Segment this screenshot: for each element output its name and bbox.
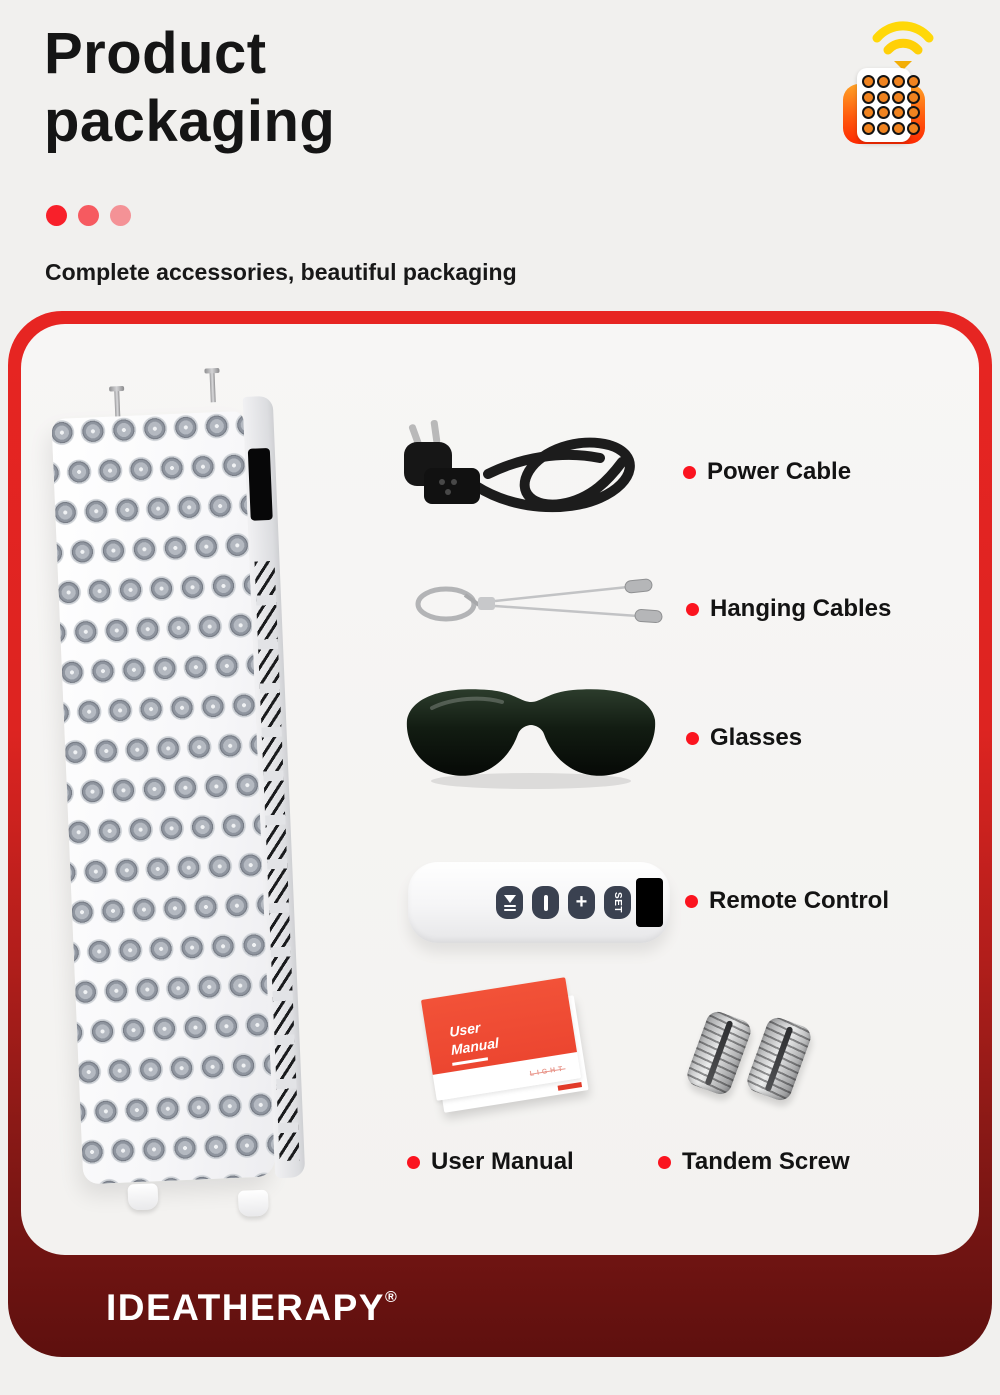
bar-icon (504, 905, 516, 907)
bullet-icon (407, 1156, 420, 1169)
bullet-icon (658, 1156, 671, 1169)
remote-buttons (496, 886, 631, 919)
label-hanging-cables (686, 595, 891, 623)
icon-dot (907, 91, 920, 104)
panel-led-face (51, 411, 275, 1184)
label-text: User Manual (431, 1148, 574, 1175)
page-title (44, 20, 335, 156)
icon-dot (877, 122, 890, 135)
page-title-line1: Product (44, 21, 267, 86)
icon-dot (877, 106, 890, 119)
wifi-signal-icon (870, 16, 936, 70)
icon-dot (862, 106, 875, 119)
panel-foot (238, 1190, 269, 1217)
hanging-cables-image (410, 576, 668, 632)
registered-mark: ® (384, 1289, 397, 1306)
red-dot (78, 205, 99, 226)
led-panel-device (44, 385, 315, 1242)
manual-title-line1: User (448, 1019, 481, 1040)
glasses-image (400, 678, 662, 792)
manual-subtitle-line (453, 1063, 516, 1075)
power-bar-icon (544, 895, 548, 911)
brand-logo (106, 1287, 397, 1329)
remote-wifi-icon (843, 16, 939, 150)
manual-brand-mark: LIGHT (529, 1065, 567, 1078)
label-text: Hanging Cables (710, 595, 892, 622)
label-power-cable (683, 458, 851, 486)
icon-dot (862, 91, 875, 104)
panel-display (248, 448, 273, 521)
led-grid-icon (857, 68, 911, 142)
icon-dot (892, 122, 905, 135)
plus-label: + (575, 891, 588, 913)
label-text: Remote Control (709, 887, 889, 914)
manual-red-tab (558, 1082, 582, 1091)
red-dot (46, 205, 67, 226)
dim-down-button (496, 886, 523, 919)
label-user-manual (407, 1148, 574, 1176)
triangle-down-icon (504, 895, 516, 903)
icon-dot (862, 122, 875, 135)
icon-dot (907, 122, 920, 135)
label-remote-control (685, 887, 889, 915)
power-cable-image (396, 416, 654, 518)
page-subtitle: Complete accessories, beautiful packaging (45, 259, 517, 285)
icon-dot (892, 91, 905, 104)
bullet-icon (683, 466, 696, 479)
set-button (604, 886, 631, 919)
bullet-icon (686, 732, 699, 745)
icon-dot (877, 91, 890, 104)
page-title-line2: packaging (44, 88, 336, 154)
label-text: Glasses (710, 724, 803, 751)
remote-screen (636, 878, 663, 927)
power-button (532, 886, 559, 919)
label-tandem-screw (658, 1148, 850, 1176)
brand-name: IDEATHERAPY (106, 1287, 385, 1328)
label-glasses (686, 724, 802, 752)
bullet-icon (686, 603, 699, 616)
panel-foot (127, 1183, 158, 1210)
set-label: SET (611, 892, 623, 913)
bar-icon (504, 909, 516, 911)
remote-control-image (408, 862, 670, 943)
red-dot (110, 205, 131, 226)
label-text: Power Cable (707, 458, 852, 485)
manual-cover-title (449, 1014, 517, 1075)
plus-button (568, 886, 595, 919)
icon-dot (892, 75, 905, 88)
icon-dot (877, 75, 890, 88)
icon-dot (892, 106, 905, 119)
user-manual-image (426, 986, 586, 1112)
decorative-dots (46, 205, 131, 226)
manual-title-line2: Manual (450, 1033, 500, 1058)
manual-underline (452, 1057, 488, 1066)
label-text: Tandem Screw (682, 1148, 850, 1175)
bullet-icon (685, 895, 698, 908)
icon-dot (862, 75, 875, 88)
